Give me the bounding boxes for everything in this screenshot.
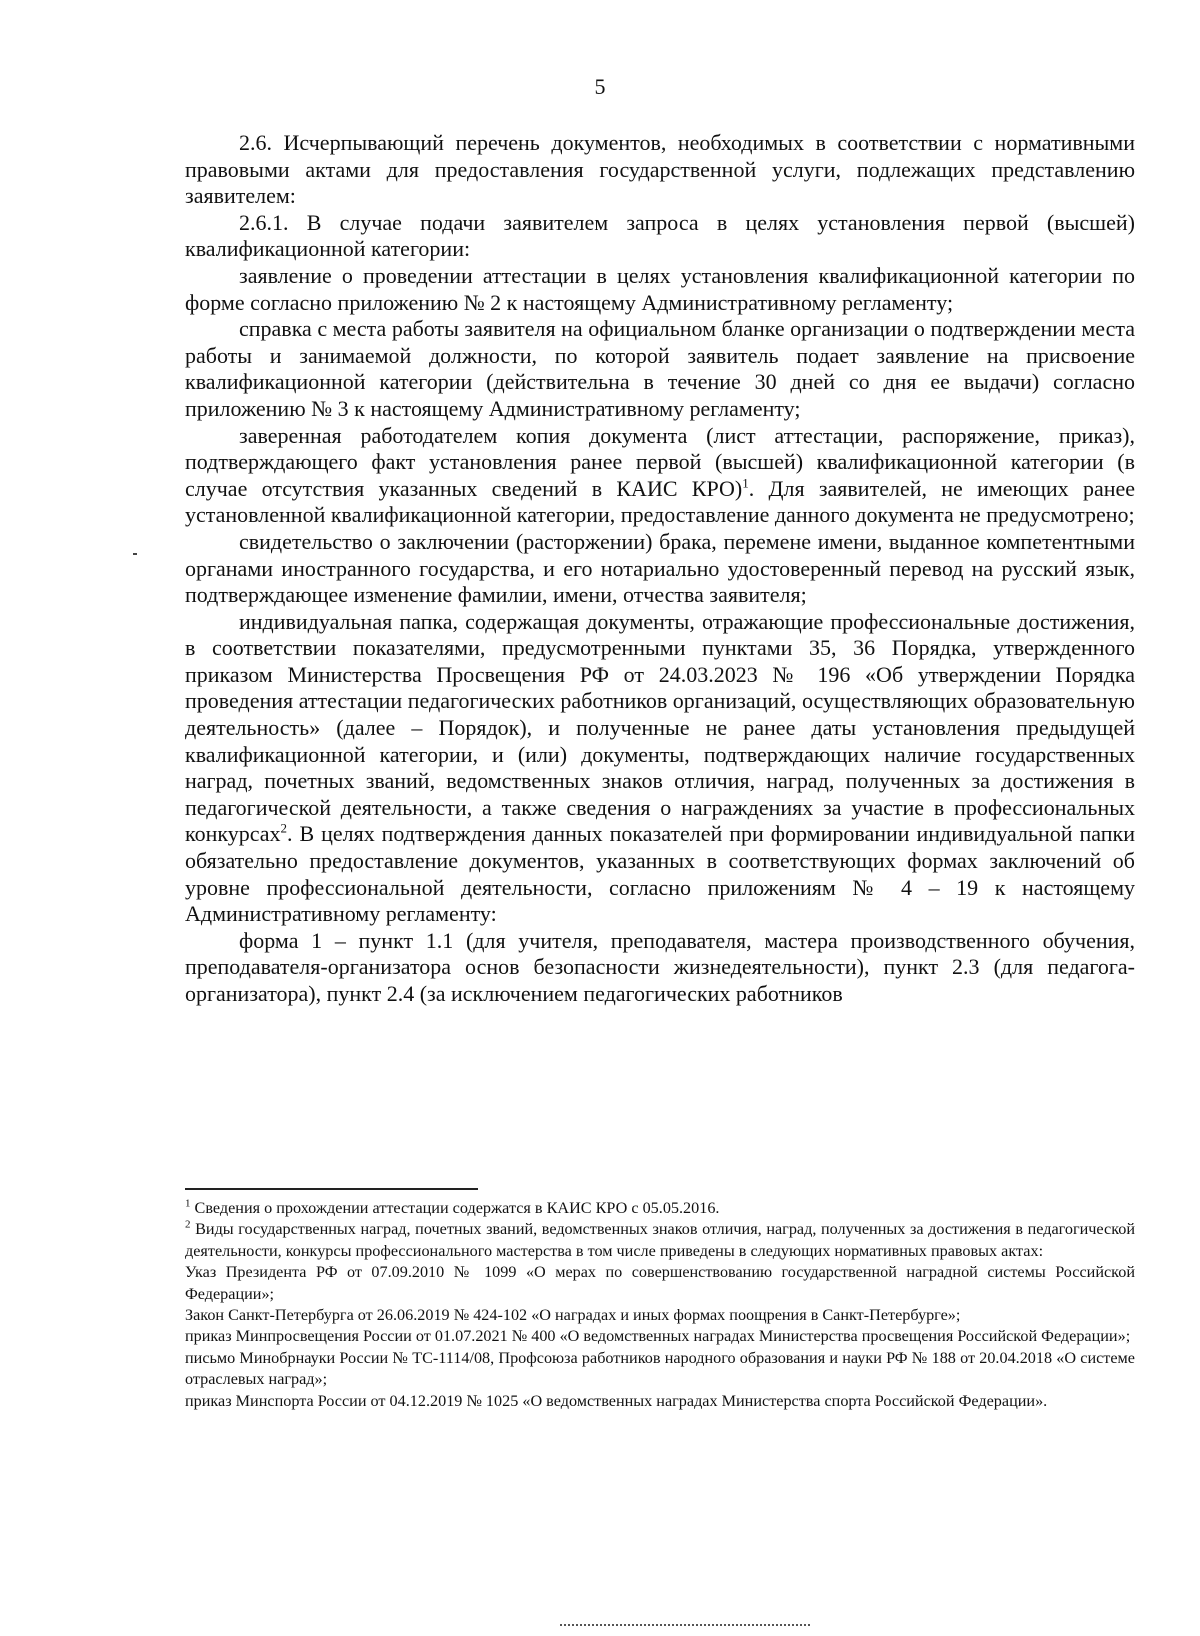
footnote-item-prikaz-minsport: приказ Минспорта России от 04.12.2019 № 1025 «О ведомственных наградах Министерства спорта Российской Федерации».	[185, 1391, 1048, 1410]
paragraph-application: заявление о проведении аттестации в целях установления квалификационной категории по форме согласно приложению № 2 к настоящему Административному регламенту;	[185, 262, 1135, 315]
footnote-2: $^2$ Виды государственных наград, почетных званий, ведомственных знаков отличия, наград, полученных за достижения в педагогической деятельности, конкурсы профессионального мастерства в том числе приведены в следующих нормативных правовых актах:	[185, 1219, 1135, 1260]
paragraph-workplace-certificate: справка с места работы заявителя на официальном бланке организации о подтверждении места работы и занимаемой должности, по которой заявитель подает заявление на присвоение квалификационной категории (действительна в течение 30 дней со дня ее выдачи) согласно приложению № 3 к настоящему Административному регламенту;	[185, 316, 1135, 421]
paragraph-certified-copy: заверенная работодателем копия документа (лист аттестации, распоряжение, приказ), подтверждающего факт установления ранее первой (высшей) квалификационной категории (в случае отсутствия указанных сведений в КАИС КРО)$^1$. Для заявителей, не имеющих ранее установленной квалификационной категории, предоставление данного документа не предусмотрено;	[185, 422, 1136, 528]
footnote-item-ukaz: Указ Президента РФ от 07.09.2010 № 1099 «О мерах по совершенствованию государственной наградной системы Российской Федерации»;	[185, 1263, 1135, 1303]
footnote-ref-1[interactable]: 1	[742, 475, 749, 491]
footnote-item-zakon-spb: Закон Санкт-Петербурга от 26.06.2019 № 424-102 «О наградах и иных формах поощрения в Санкт-Петербурге»;	[185, 1306, 961, 1325]
footnote-item-prikaz-minprosv: приказ Минпросвещения России от 01.07.2021 № 400 «О ведомственных наградах Министерства просвещения Российской Федерации»;	[185, 1327, 1131, 1346]
paragraph-individual-folder: индивидуальная папка, содержащая документы, отражающие профессиональные достижения, в соответствии показателями, предусмотренными пунктами 35, 36 Порядка, утвержденного приказом Министерства Просвещения РФ от 24.03.2023 № 196 «Об утверждении Порядка проведения аттестации педагогических работников организаций, осуществляющих образовательную деятельность» (далее – Порядок), и полученные не ранее даты установления предыдущей квалификационной категории, и (или) документы, подтверждающих наличие государственных наград, почетных званий, ведомственных знаков отличия, наград, полученных за достижения в педагогической деятельности, а также сведения о награждениях за участие в профессиональных конкурсах$^2$. В целях подтверждения данных показателей при формировании индивидуальной папки обязательно предоставление документов, указанных в соответствующих формах заключений об уровне профессиональной деятельности, согласно приложениям № 4 – 19 к настоящему Административному регламенту:	[185, 608, 1135, 927]
paragraph-form-1: форма 1 – пункт 1.1 (для учителя, преподавателя, мастера производственного обучения, преподавателя-организатора основ безопасности жизнедеятельности), пункт 2.3 (для педагога-организатора), пункт 2.4 (за исключением педагогических работников	[185, 927, 1135, 1006]
paragraph-2-6: 2.6. Исчерпывающий перечень документов, необходимых в соответствии с нормативными правовыми актами для предоставления государственной услуги, подлежащих представлению заявителем:	[185, 130, 1135, 209]
footnote-1: $^1$ Сведения о прохождении аттестации содержатся в КАИС КРО с 05.05.2016.	[185, 1197, 720, 1217]
scan-artifact-bottom	[560, 1624, 810, 1628]
footnote-separator	[185, 1188, 478, 1190]
footnote-item-pismo-minobrnauki: письмо Минобрнауки России № ТС-1114/08, Профсоюза работников народного образования и науки РФ № 188 от 20.04.2018 «О системе отраслевых наград»;	[185, 1348, 1135, 1389]
page-number: 5	[594, 74, 606, 99]
scan-artifact	[133, 553, 137, 555]
document-body	[185, 130, 1135, 1008]
footnotes	[185, 1198, 1135, 1412]
footnote-ref-2[interactable]: 2	[280, 821, 288, 837]
paragraph-marriage-certificate: свидетельство о заключении (расторжении) брака, перемене имени, выданное компетентными органами иностранного государства, и его нотариально удостоверенный перевод на русский язык, подтверждающее изменение фамилии, имени, отчества заявителя;	[185, 528, 1135, 608]
paragraph-2-6-1: 2.6.1. В случае подачи заявителем запроса в целях установления первой (высшей) квалификационной категории:	[185, 209, 1135, 262]
